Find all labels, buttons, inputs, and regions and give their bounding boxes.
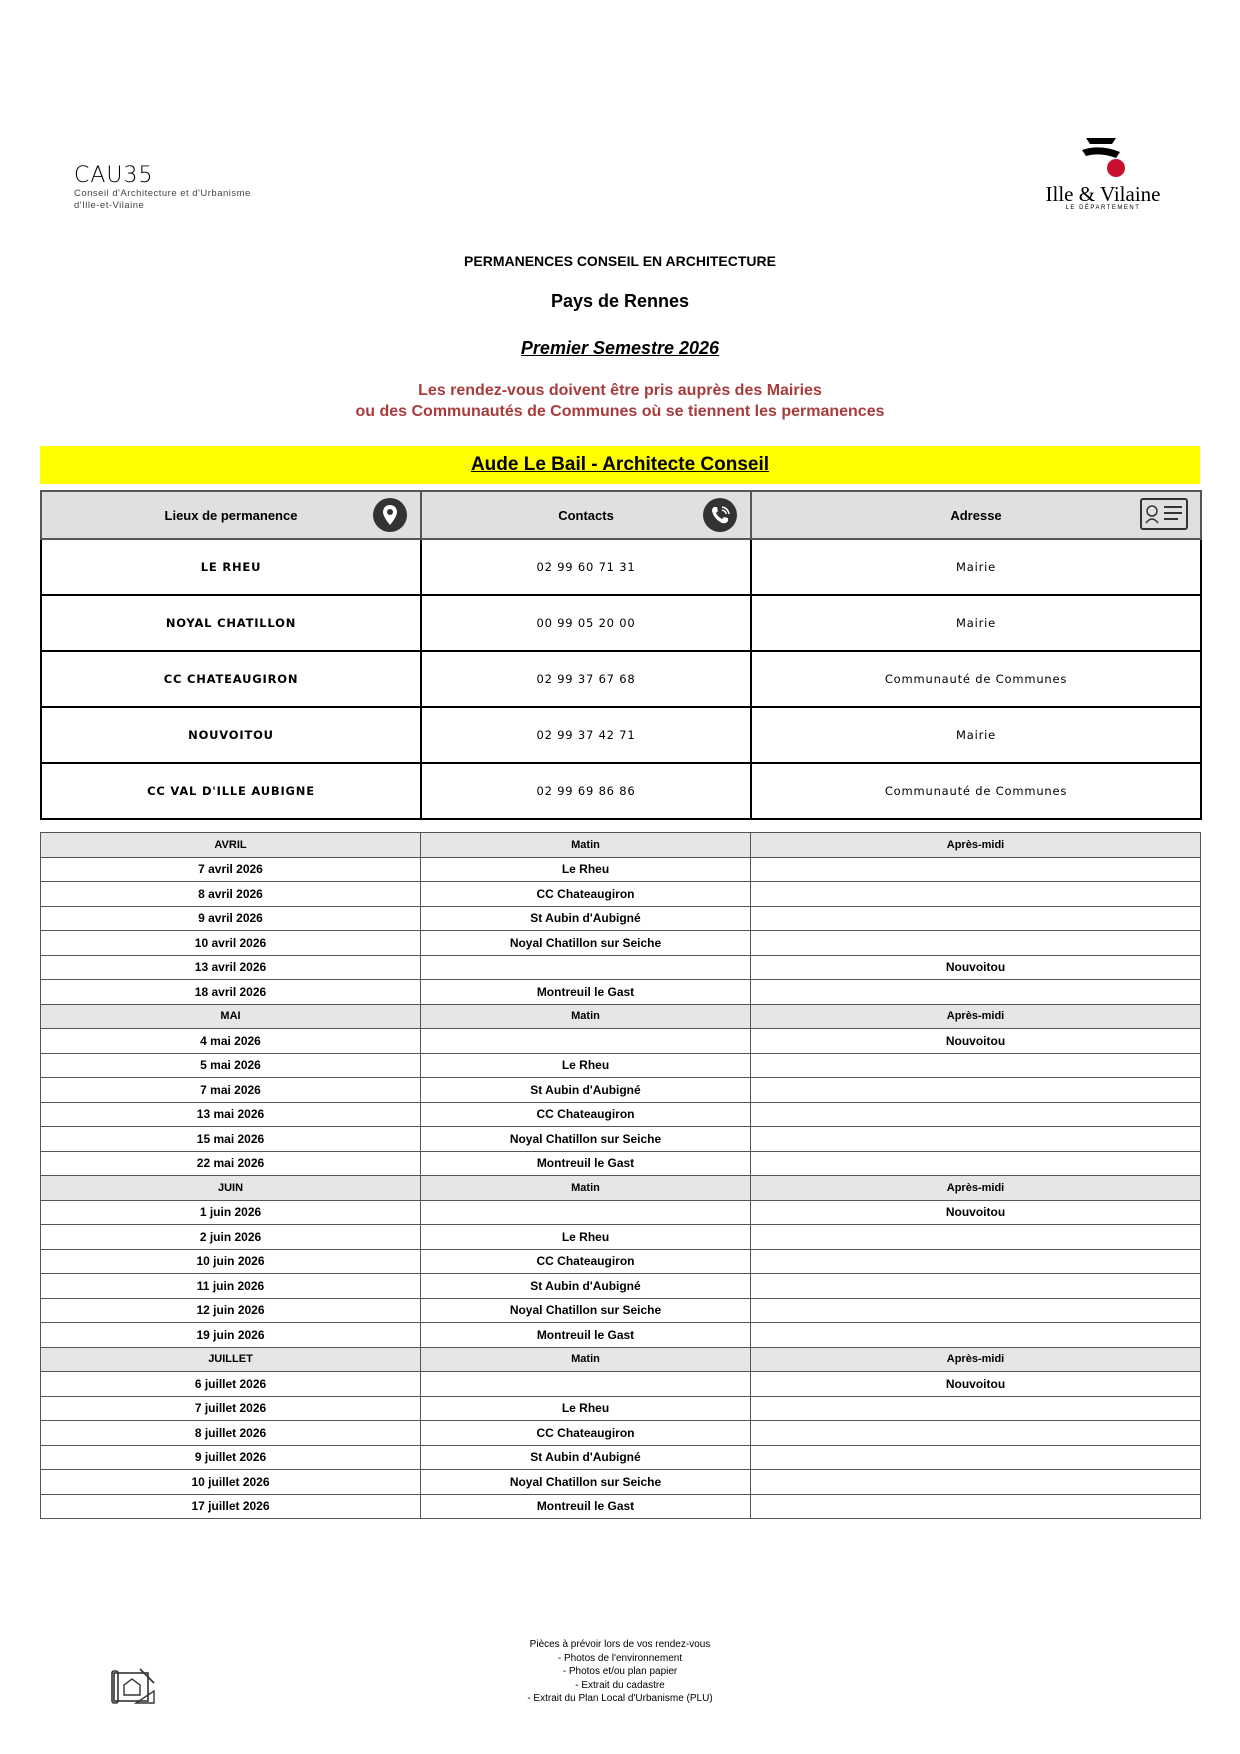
contacts-table: [40, 490, 1202, 820]
ille-vilaine-name: Ille & Vilaine: [1045, 182, 1161, 206]
contact-phone: 02 99 69 86 86: [421, 763, 751, 819]
schedule-apres-midi: [751, 1151, 1201, 1176]
schedule-matin: Noyal Chatillon sur Seiche: [421, 931, 751, 956]
schedule-date: 7 mai 2026: [41, 1078, 421, 1103]
ille-vilaine-dept: LE DÉPARTEMENT: [1065, 205, 1141, 211]
contacts-header-row: [41, 491, 1201, 539]
schedule-date: 5 mai 2026: [41, 1053, 421, 1078]
schedule-date: 10 juin 2026: [41, 1249, 421, 1274]
schedule-date: 4 mai 2026: [41, 1029, 421, 1054]
contact-row: [41, 651, 1201, 707]
schedule-row: [41, 1225, 1201, 1250]
matin-label: Matin: [421, 1347, 751, 1372]
schedule-row: [41, 1470, 1201, 1495]
header-adresse: [751, 491, 1201, 539]
schedule-row: [41, 1494, 1201, 1519]
contact-adresse: Mairie: [751, 595, 1201, 651]
schedule-apres-midi: [751, 906, 1201, 931]
schedule-matin: St Aubin d'Aubigné: [421, 1078, 751, 1103]
schedule-matin: Le Rheu: [421, 1053, 751, 1078]
schedule-matin: Montreuil le Gast: [421, 1323, 751, 1348]
schedule-matin: Le Rheu: [421, 1396, 751, 1421]
footer-line: - Photos de l'environnement: [557, 1652, 683, 1664]
schedule-row: [41, 955, 1201, 980]
matin-label: Matin: [421, 1004, 751, 1029]
schedule-row: [41, 1372, 1201, 1397]
schedule-date: 22 mai 2026: [41, 1151, 421, 1176]
schedule-row: [41, 1102, 1201, 1127]
contact-lieu: CC VAL D'ILLE AUBIGNE: [41, 763, 421, 819]
schedule-row: [41, 857, 1201, 882]
phone-icon: [702, 497, 738, 533]
architect-banner: Aude Le Bail - Architecte Conseil: [40, 446, 1200, 484]
month-label: JUIN: [41, 1176, 421, 1201]
region-title: Pays de Rennes: [550, 291, 690, 311]
schedule-apres-midi: [751, 1445, 1201, 1470]
schedule-matin: St Aubin d'Aubigné: [421, 1445, 751, 1470]
contact-phone: 02 99 37 67 68: [421, 651, 751, 707]
schedule-row: [41, 1396, 1201, 1421]
contact-row: [41, 763, 1201, 819]
schedule-matin: [421, 955, 751, 980]
schedule-row: [41, 1053, 1201, 1078]
header-contacts: [421, 491, 751, 539]
schedule-apres-midi: Nouvoitou: [751, 955, 1201, 980]
schedule-date: 18 avril 2026: [41, 980, 421, 1005]
footer-line: - Extrait du Plan Local d'Urbanisme (PLU): [527, 1693, 713, 1704]
schedule-date: 13 avril 2026: [41, 955, 421, 980]
schedule-matin: Montreuil le Gast: [421, 1494, 751, 1519]
apres-midi-label: Après-midi: [751, 1004, 1201, 1029]
contact-phone: 00 99 05 20 00: [421, 595, 751, 651]
schedule-date: 7 juillet 2026: [41, 1396, 421, 1421]
schedule-row: [41, 1298, 1201, 1323]
schedule-apres-midi: [751, 1249, 1201, 1274]
schedule-matin: Noyal Chatillon sur Seiche: [421, 1470, 751, 1495]
schedule-apres-midi: Nouvoitou: [751, 1029, 1201, 1054]
schedule-date: 1 juin 2026: [41, 1200, 421, 1225]
schedule-matin: Montreuil le Gast: [421, 980, 751, 1005]
contact-phone: 02 99 37 42 71: [421, 707, 751, 763]
footer-line: - Photos et/ou plan papier: [562, 1666, 678, 1677]
contact-adresse: Mairie: [751, 539, 1201, 595]
month-header-row: [41, 833, 1201, 858]
schedule-row: [41, 1445, 1201, 1470]
schedule-apres-midi: [751, 1225, 1201, 1250]
schedule-matin: CC Chateaugiron: [421, 882, 751, 907]
schedule-date: 2 juin 2026: [41, 1225, 421, 1250]
schedule-row: [41, 1421, 1201, 1446]
schedule-date: 10 juillet 2026: [41, 1470, 421, 1495]
apres-midi-label: Après-midi: [751, 1176, 1201, 1201]
matin-label: Matin: [421, 1176, 751, 1201]
contact-lieu: NOUVOITOU: [41, 707, 421, 763]
month-header-row: [41, 1004, 1201, 1029]
schedule-table: [40, 832, 1201, 1519]
schedule-row: [41, 1078, 1201, 1103]
cau35-logo: [74, 163, 274, 212]
schedule-row: [41, 1323, 1201, 1348]
matin-label: Matin: [421, 833, 751, 858]
cau35-brand: CAU35: [74, 163, 154, 188]
ille-vilaine-emblem-icon: [1078, 136, 1128, 180]
header-lieux-label: Lieux de permanence: [164, 507, 298, 523]
schedule-date: 9 juillet 2026: [41, 1445, 421, 1470]
apres-midi-label: Après-midi: [751, 1347, 1201, 1372]
schedule-apres-midi: [751, 1396, 1201, 1421]
footer-requirements: [0, 1638, 1240, 1706]
month-label: MAI: [41, 1004, 421, 1029]
contact-adresse: Communauté de Communes: [751, 651, 1201, 707]
schedule-apres-midi: [751, 1421, 1201, 1446]
header-adresse-label: Adresse: [950, 507, 1002, 523]
schedule-apres-midi: [751, 882, 1201, 907]
schedule-matin: Noyal Chatillon sur Seiche: [421, 1298, 751, 1323]
month-header-row: [41, 1347, 1201, 1372]
schedule-row: [41, 1249, 1201, 1274]
schedule-row: [41, 906, 1201, 931]
schedule-matin: [421, 1200, 751, 1225]
schedule-row: [41, 882, 1201, 907]
schedule-matin: Montreuil le Gast: [421, 1151, 751, 1176]
schedule-date: 17 juillet 2026: [41, 1494, 421, 1519]
month-label: AVRIL: [41, 833, 421, 858]
schedule-matin: Le Rheu: [421, 857, 751, 882]
note-line-1: Les rendez-vous doivent être pris auprès des Mairies: [418, 382, 822, 399]
schedule-apres-midi: Nouvoitou: [751, 1372, 1201, 1397]
schedule-apres-midi: Nouvoitou: [751, 1200, 1201, 1225]
semester-title: Premier Semestre 2026: [520, 338, 720, 358]
schedule-date: 12 juin 2026: [41, 1298, 421, 1323]
schedule-matin: Noyal Chatillon sur Seiche: [421, 1127, 751, 1152]
schedule-apres-midi: [751, 1127, 1201, 1152]
schedule-row: [41, 1274, 1201, 1299]
note-line-2: ou des Communautés de Communes où se tiennent les permanences: [355, 403, 885, 420]
schedule-date: 8 avril 2026: [41, 882, 421, 907]
schedule-apres-midi: [751, 931, 1201, 956]
schedule-apres-midi: [751, 1274, 1201, 1299]
contact-lieu: LE RHEU: [41, 539, 421, 595]
schedule-date: 19 juin 2026: [41, 1323, 421, 1348]
schedule-row: [41, 1127, 1201, 1152]
ille-vilaine-logo: [1038, 136, 1168, 211]
schedule-row: [41, 980, 1201, 1005]
schedule-row: [41, 1200, 1201, 1225]
schedule-row: [41, 931, 1201, 956]
contact-row: [41, 707, 1201, 763]
footer-line: Pièces à prévoir lors de vos rendez-vous: [529, 1639, 711, 1650]
schedule-row: [41, 1151, 1201, 1176]
schedule-apres-midi: [751, 980, 1201, 1005]
schedule-apres-midi: [751, 1323, 1201, 1348]
month-header-row: [41, 1176, 1201, 1201]
apres-midi-label: Après-midi: [751, 833, 1201, 858]
schedule-apres-midi: [751, 1053, 1201, 1078]
contact-row: [41, 595, 1201, 651]
schedule-matin: St Aubin d'Aubigné: [421, 906, 751, 931]
schedule-date: 9 avril 2026: [41, 906, 421, 931]
contact-adresse: Communauté de Communes: [751, 763, 1201, 819]
header-contacts-label: Contacts: [558, 507, 614, 523]
schedule-matin: CC Chateaugiron: [421, 1421, 751, 1446]
header-lieux: [41, 491, 421, 539]
schedule-matin: Le Rheu: [421, 1225, 751, 1250]
contact-row: [41, 539, 1201, 595]
schedule-apres-midi: [751, 1078, 1201, 1103]
address-card-icon: [1140, 497, 1188, 531]
schedule-matin: CC Chateaugiron: [421, 1249, 751, 1274]
cau35-subtitle: Conseil d'Architecture et d'Urbanisme d'Ille-et-Vilaine: [74, 188, 251, 211]
contact-phone: 02 99 60 71 31: [421, 539, 751, 595]
footer-line: - Extrait du cadastre: [575, 1679, 665, 1691]
schedule-matin: [421, 1372, 751, 1397]
contact-lieu: CC CHATEAUGIRON: [41, 651, 421, 707]
month-label: JUILLET: [41, 1347, 421, 1372]
schedule-matin: CC Chateaugiron: [421, 1102, 751, 1127]
appointment-note: [0, 380, 1240, 422]
schedule-matin: [421, 1029, 751, 1054]
schedule-apres-midi: [751, 1494, 1201, 1519]
schedule-date: 6 juillet 2026: [41, 1372, 421, 1397]
schedule-matin: St Aubin d'Aubigné: [421, 1274, 751, 1299]
schedule-date: 15 mai 2026: [41, 1127, 421, 1152]
schedule-row: [41, 1029, 1201, 1054]
contact-adresse: Mairie: [751, 707, 1201, 763]
location-pin-icon: [372, 497, 408, 533]
schedule-apres-midi: [751, 1470, 1201, 1495]
schedule-date: 7 avril 2026: [41, 857, 421, 882]
schedule-date: 10 avril 2026: [41, 931, 421, 956]
contact-lieu: NOYAL CHATILLON: [41, 595, 421, 651]
schedule-date: 8 juillet 2026: [41, 1421, 421, 1446]
schedule-apres-midi: [751, 1298, 1201, 1323]
schedule-date: 11 juin 2026: [41, 1274, 421, 1299]
schedule-date: 13 mai 2026: [41, 1102, 421, 1127]
page-title: PERMANENCES CONSEIL EN ARCHITECTURE: [464, 253, 776, 269]
schedule-apres-midi: [751, 857, 1201, 882]
schedule-apres-midi: [751, 1102, 1201, 1127]
